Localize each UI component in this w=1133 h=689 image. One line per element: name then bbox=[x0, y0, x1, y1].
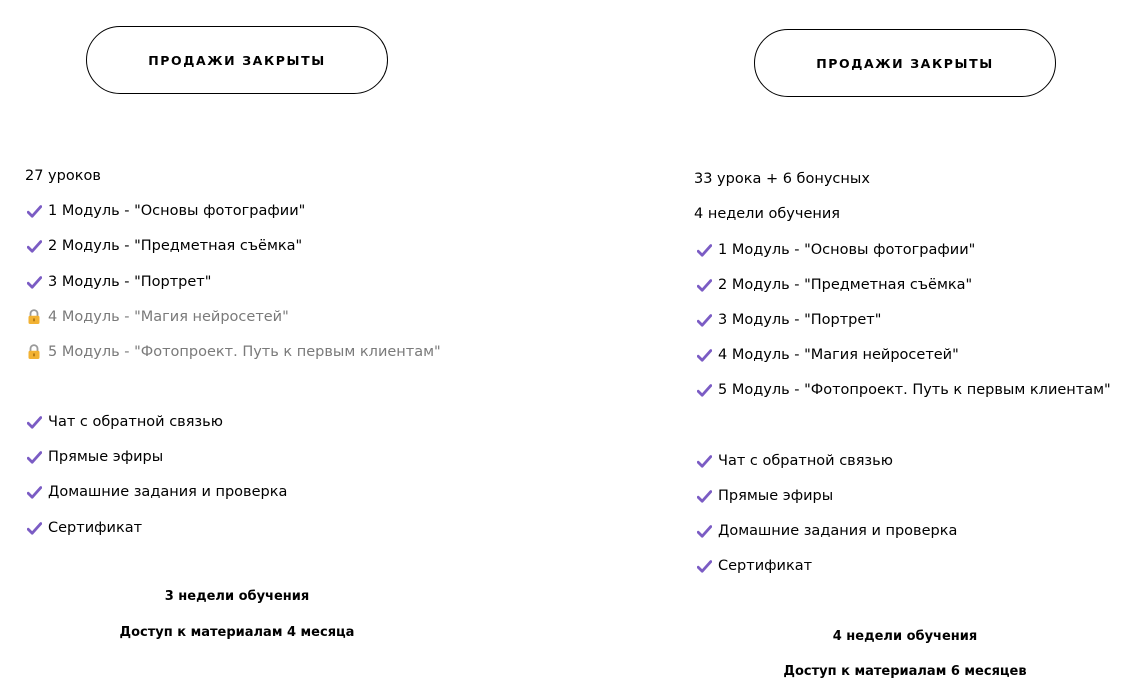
module-item-2 bbox=[695, 274, 972, 296]
feature-item-certificate bbox=[695, 555, 812, 577]
module-label: 4 Модуль - "Магия нейросетей" bbox=[48, 309, 289, 325]
check-icon bbox=[695, 452, 713, 470]
module-label: 1 Модуль - "Основы фотографии" bbox=[48, 203, 306, 219]
lock-icon bbox=[25, 308, 43, 326]
module-item-3 bbox=[25, 271, 211, 293]
tariff-card-basic bbox=[0, 0, 560, 689]
feature-item-homework bbox=[25, 481, 287, 503]
feature-label: Сертификат bbox=[48, 520, 143, 536]
check-icon bbox=[25, 237, 43, 255]
module-item-3 bbox=[695, 309, 881, 331]
check-icon bbox=[25, 202, 43, 220]
lock-icon bbox=[25, 343, 43, 361]
duration-text: 3 недели обучения bbox=[164, 589, 310, 604]
module-label: 1 Модуль - "Основы фотографии" bbox=[718, 242, 976, 258]
check-icon bbox=[695, 241, 713, 259]
feature-label: Чат с обратной связью bbox=[48, 414, 223, 430]
module-item-1 bbox=[25, 200, 305, 222]
check-icon bbox=[25, 519, 43, 537]
module-label: 3 Модуль - "Портрет" bbox=[718, 312, 882, 328]
feature-item-chat bbox=[695, 450, 893, 472]
feature-label: Домашние задания и проверка bbox=[48, 484, 288, 500]
lessons-count: 33 урока + 6 бонусных bbox=[694, 171, 870, 187]
feature-item-live bbox=[25, 446, 163, 468]
feature-item-certificate bbox=[25, 517, 142, 539]
feature-item-live bbox=[695, 485, 833, 507]
module-label: 5 Модуль - "Фотопроект. Путь к первым клиентам" bbox=[48, 344, 441, 360]
check-icon bbox=[25, 483, 43, 501]
tariff-card-extended bbox=[670, 0, 1133, 689]
check-icon bbox=[25, 413, 43, 431]
feature-item-chat bbox=[25, 411, 223, 433]
module-label: 2 Модуль - "Предметная съёмка" bbox=[48, 238, 303, 254]
module-label: 5 Модуль - "Фотопроект. Путь к первым клиентам" bbox=[718, 382, 1111, 398]
module-item-2 bbox=[25, 235, 302, 257]
check-icon bbox=[695, 487, 713, 505]
access-text: Доступ к материалам 6 месяцев bbox=[783, 664, 1027, 679]
feature-label: Прямые эфиры bbox=[48, 449, 164, 465]
module-item-1 bbox=[695, 239, 975, 261]
check-icon bbox=[695, 557, 713, 575]
check-icon bbox=[25, 448, 43, 466]
module-label: 4 Модуль - "Магия нейросетей" bbox=[718, 347, 959, 363]
weeks-count: 4 недели обучения bbox=[694, 206, 840, 222]
check-icon bbox=[695, 276, 713, 294]
sales-closed-button[interactable]: ПРОДАЖИ ЗАКРЫТЫ bbox=[754, 29, 1056, 97]
feature-label: Чат с обратной связью bbox=[718, 453, 893, 469]
feature-label: Домашние задания и проверка bbox=[718, 523, 958, 539]
module-item-5-locked bbox=[25, 341, 441, 363]
feature-label: Прямые эфиры bbox=[718, 488, 834, 504]
module-item-4-locked bbox=[25, 306, 289, 328]
check-icon bbox=[25, 273, 43, 291]
module-label: 2 Модуль - "Предметная съёмка" bbox=[718, 277, 973, 293]
module-label: 3 Модуль - "Портрет" bbox=[48, 274, 212, 290]
duration-text: 4 недели обучения bbox=[832, 629, 978, 644]
feature-item-homework bbox=[695, 520, 957, 542]
check-icon bbox=[695, 346, 713, 364]
check-icon bbox=[695, 311, 713, 329]
module-item-4 bbox=[695, 344, 959, 366]
module-item-5 bbox=[695, 379, 1111, 401]
feature-label: Сертификат bbox=[718, 558, 813, 574]
sales-closed-button[interactable]: ПРОДАЖИ ЗАКРЫТЫ bbox=[86, 26, 388, 94]
access-text: Доступ к материалам 4 месяца bbox=[119, 625, 355, 640]
check-icon bbox=[695, 381, 713, 399]
check-icon bbox=[695, 522, 713, 540]
lessons-count: 27 уроков bbox=[25, 168, 101, 184]
